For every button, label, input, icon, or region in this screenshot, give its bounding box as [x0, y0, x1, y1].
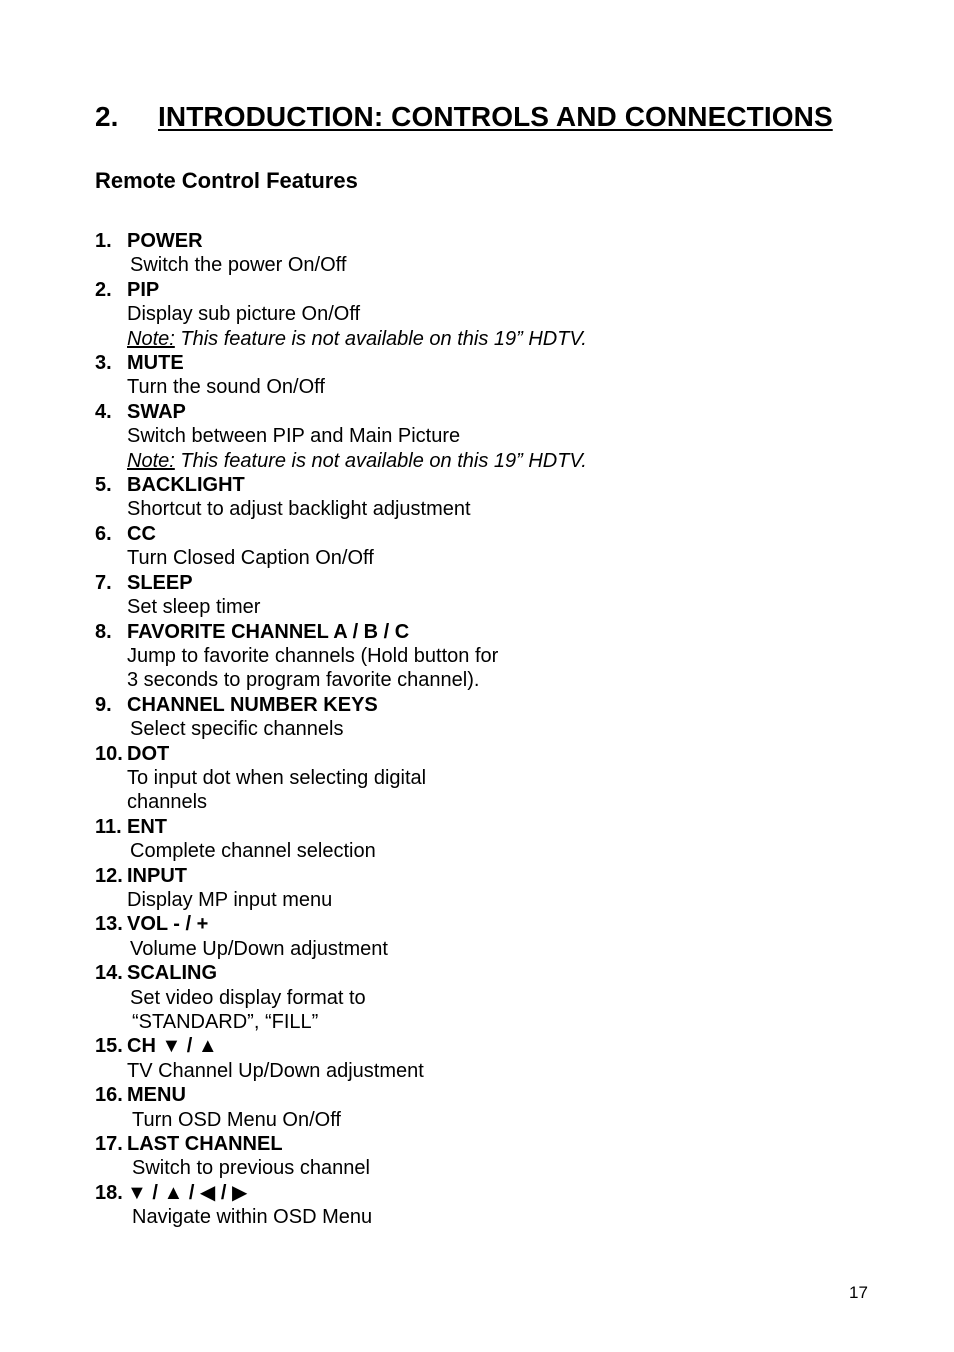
list-item-heading: [95, 620, 795, 644]
list-item: [95, 278, 795, 351]
list-item-description: Volume Up/Down adjustment: [130, 937, 388, 960]
list-item-note: [95, 327, 795, 351]
subsection-heading: Remote Control Features: [95, 168, 358, 193]
list-item-description: “STANDARD”, “FILL”: [132, 1011, 319, 1033]
list-item-number: 18.: [95, 1181, 123, 1204]
list-item-number: 7.: [95, 571, 112, 594]
list-item-title: DOT: [127, 742, 170, 765]
list-item-title: LAST CHANNEL: [127, 1133, 283, 1156]
list-item-title: SWAP: [127, 400, 186, 423]
list-item-heading: [95, 571, 795, 595]
list-item-description: Switch the power On/Off: [130, 254, 347, 277]
list-item: [95, 400, 795, 473]
list-item: [95, 1034, 795, 1083]
list-item-description: Complete channel selection: [130, 840, 376, 863]
list-item: [95, 522, 795, 571]
list-item-description: Shortcut to adjust backlight adjustment: [127, 498, 471, 521]
list-item: [95, 815, 795, 864]
list-item-heading: [95, 1181, 795, 1205]
list-item-description: Turn Closed Caption On/Off: [127, 547, 374, 570]
list-item-heading: [95, 400, 795, 424]
list-item: [95, 229, 795, 278]
list-item: [95, 912, 795, 961]
list-item-heading: [95, 522, 795, 546]
list-item: [95, 351, 795, 400]
list-item-heading: [95, 815, 795, 839]
list-item-title: VOL - / +: [127, 913, 209, 936]
list-item-heading: [95, 912, 795, 936]
list-item-heading: [95, 1132, 795, 1156]
list-item-number: 9.: [95, 693, 112, 716]
list-item-number: 4.: [95, 400, 112, 423]
list-item: [95, 473, 795, 522]
list-item: [95, 961, 795, 1034]
section-number: 2.: [95, 101, 119, 132]
list-item-description: Turn the sound On/Off: [127, 376, 325, 399]
list-item-description: Navigate within OSD Menu: [132, 1206, 373, 1229]
list-item-heading: [95, 351, 795, 375]
list-item: [95, 620, 795, 693]
list-item-number: 11.: [95, 815, 122, 838]
list-item-description: 3 seconds to program favorite channel).: [127, 669, 480, 692]
list-item-description: Jump to favorite channels (Hold button for: [127, 644, 499, 667]
list-item-title: SCALING: [127, 962, 217, 985]
list-item-number: 17.: [95, 1133, 123, 1156]
list-item-heading: [95, 742, 795, 766]
list-item-description: Turn OSD Menu On/Off: [132, 1108, 341, 1131]
list-item-heading: [95, 961, 795, 985]
list-item-heading: [95, 693, 795, 717]
list-item: [95, 1181, 795, 1230]
list-item-heading: [95, 278, 795, 302]
list-item-title: BACKLIGHT: [127, 474, 245, 497]
list-item-number: 14.: [95, 962, 123, 985]
list-item-heading: [95, 1034, 795, 1058]
list-item: [95, 1132, 795, 1181]
note-label: Note:: [127, 449, 175, 472]
list-item-description: To input dot when selecting digital: [127, 766, 427, 789]
list-item-title: ENT: [127, 815, 167, 838]
list-item-title: CHANNEL NUMBER KEYS: [127, 693, 378, 716]
list-item-title: SLEEP: [127, 571, 193, 594]
feature-list: [95, 229, 795, 1230]
list-item-number: 8.: [95, 620, 112, 643]
list-item-title: CC: [127, 522, 156, 545]
list-item-title: FAVORITE CHANNEL A / B / C: [127, 620, 410, 643]
list-item: [95, 1083, 795, 1132]
list-item-number: 6.: [95, 522, 112, 545]
list-item-description: Display MP input menu: [127, 888, 333, 911]
list-item-description: Switch between PIP and Main Picture: [127, 425, 461, 448]
list-item-number: 1.: [95, 230, 112, 252]
list-item: [95, 864, 795, 913]
section-title: INTRODUCTION: CONTROLS AND CONNECTIONS: [158, 101, 833, 132]
list-item: [95, 742, 795, 815]
list-item-description: TV Channel Up/Down adjustment: [127, 1059, 424, 1082]
list-item-heading: [95, 229, 795, 253]
list-item-number: 5.: [95, 474, 112, 497]
list-item-heading: [95, 1083, 795, 1107]
list-item-description: Set video display format to: [130, 986, 366, 1009]
list-item-number: 2.: [95, 278, 112, 301]
page-number: 17: [849, 1283, 868, 1302]
list-item-number: 15.: [95, 1035, 123, 1058]
list-item-number: 16.: [95, 1084, 123, 1107]
list-item-note: [95, 449, 795, 473]
list-item-title: MENU: [127, 1084, 186, 1107]
list-item-description: Display sub picture On/Off: [127, 303, 361, 326]
list-item-title: MUTE: [127, 352, 184, 375]
list-item-title: ▼ / ▲ / ◀ / ▶: [127, 1181, 248, 1204]
list-item-number: 10.: [95, 742, 123, 765]
list-item-number: 3.: [95, 352, 112, 375]
list-item-title: INPUT: [127, 864, 187, 887]
list-item-number: 13.: [95, 913, 123, 936]
note-text: This feature is not available on this 19” HDTV.: [174, 449, 587, 472]
list-item: [95, 693, 795, 742]
note-label: Note:: [127, 327, 175, 350]
list-item-title: PIP: [127, 278, 160, 301]
list-item-heading: [95, 473, 795, 497]
list-item-number: 12.: [95, 864, 123, 887]
list-item: [95, 571, 795, 620]
list-item-title: POWER: [127, 230, 203, 252]
list-item-title: CH ▼ / ▲: [127, 1035, 218, 1058]
list-item-heading: [95, 864, 795, 888]
note-text: This feature is not available on this 19” HDTV.: [174, 327, 587, 350]
list-item-description: Switch to previous channel: [132, 1157, 370, 1180]
list-item-description: Set sleep timer: [127, 596, 261, 619]
section-heading: [95, 101, 833, 133]
list-item-description: channels: [127, 791, 208, 814]
list-item-description: Select specific channels: [130, 718, 344, 741]
